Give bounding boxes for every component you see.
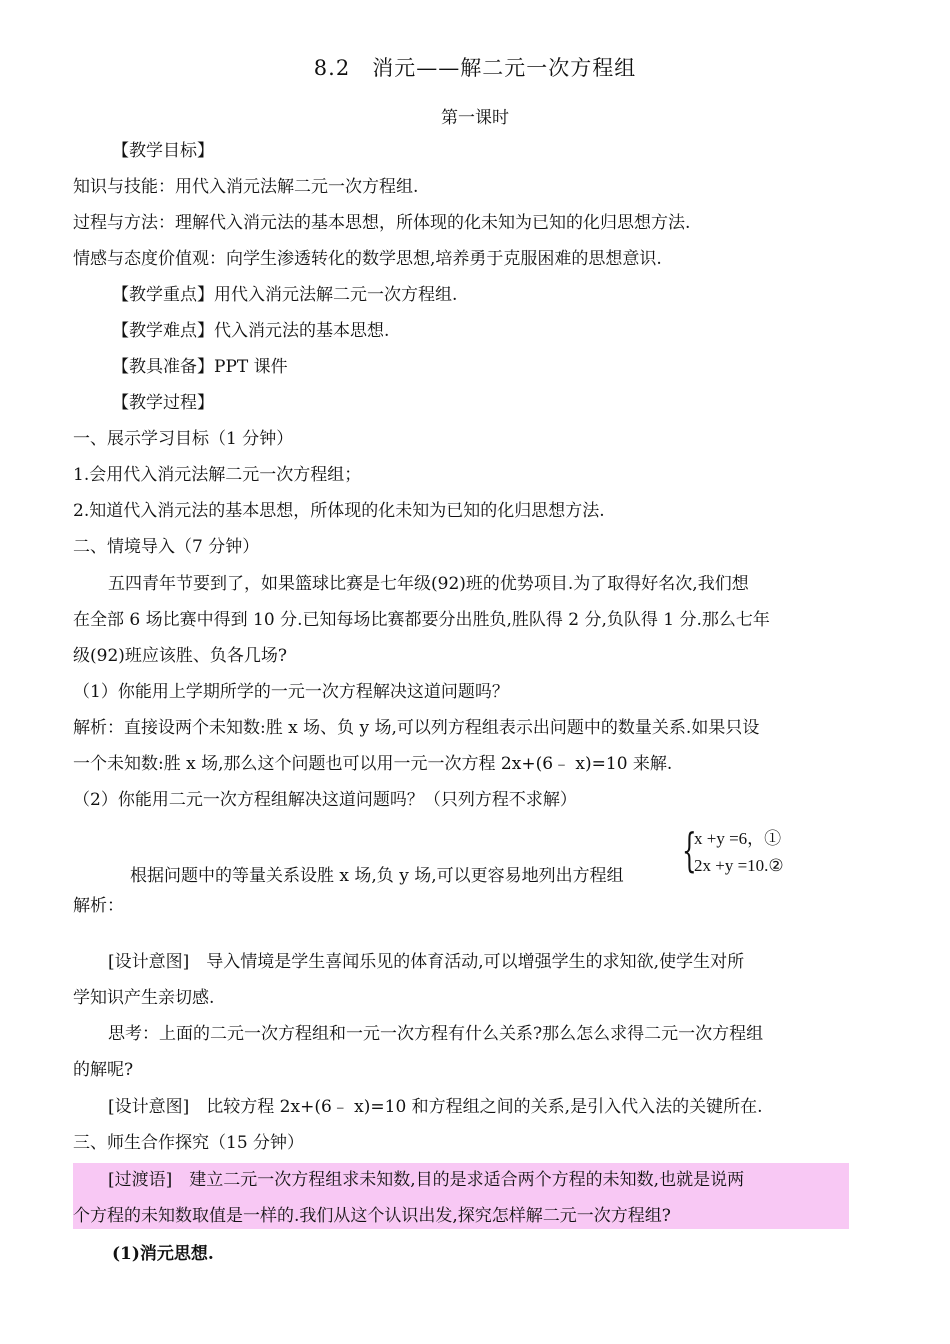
section-1-heading: 一、展示学习目标（1 分钟） [73,429,294,449]
page-subtitle: 第一课时 [441,108,509,128]
section-1-item-1: 1.会用代入消元法解二元一次方程组； [73,465,362,485]
transition-line-2: 个方程的未知数取值是一样的.我们从这个认识出发,探究怎样解二元一次方程组? [73,1206,671,1226]
story-line-3: 级(92)班应该胜、负各几场? [73,646,288,666]
goal-knowledge: 知识与技能：用代入消元法解二元一次方程组. [73,177,419,197]
equation-system [682,822,802,882]
think-line-1: 思考：上面的二元一次方程组和一元一次方程有什么关系?那么怎么求得二元一次方程组 [108,1024,764,1044]
equation-2: 2x +y =10.② [694,856,784,875]
section-1-item-2: 2.知道代入消元法的基本思想，所体现的化未知为已知的化归思想方法. [73,501,605,521]
difficulty: 【教学难点】代入消元法的基本思想. [112,321,390,341]
section-2-heading: 二、情境导入（7 分钟） [73,537,260,557]
transition-line-1: [过渡语] 建立二元一次方程组求未知数,目的是求适合两个方程的未知数,也就是说两 [108,1170,745,1190]
section-3-heading: 三、师生合作探究（15 分钟） [73,1133,305,1153]
question-2: （2）你能用二元一次方程组解决这道问题吗？（只列方程不求解） [73,790,577,810]
story-line-2: 在全部 6 场比赛中得到 10 分.已知每场比赛都要分出胜负,胜队得 2 分,负队得 1 分.那么七年 [73,610,770,630]
goal-process: 过程与方法：理解代入消元法的基本思想，所体现的化未知为已知的化归思想方法. [73,213,691,233]
brace-icon: { [682,823,697,877]
teaching-tools: 【教具准备】PPT 课件 [112,357,288,377]
answer-2-text: 根据问题中的等量关系设胜 x 场,负 y 场,可以更容易地列出方程组 [130,866,624,886]
goal-attitude: 情感与态度价值观：向学生渗透转化的数学思想,培养勇于克服困难的思想意识. [73,249,662,269]
design-intent-1-line-1: [设计意图] 导入情境是学生喜闻乐见的体育活动,可以增强学生的求知欲,使学生对所 [108,952,745,972]
process-heading: 【教学过程】 [112,393,214,413]
goals-heading: 【教学目标】 [112,141,214,161]
key-point: 【教学重点】用代入消元法解二元一次方程组. [112,285,458,305]
story-line-1: 五四青年节要到了，如果篮球比赛是七年级(92)班的优势项目.为了取得好名次,我们想 [108,574,749,594]
think-line-2: 的解呢? [73,1060,134,1080]
equation-1: x +y =6，① [694,829,782,848]
question-1: （1）你能用上学期所学的一元一次方程解决这道问题吗？ [73,682,509,702]
answer-2-label: 解析： [73,896,124,916]
design-intent-1-line-2: 学知识产生亲切感. [73,988,215,1008]
subsection-elimination: (1)消元思想. [112,1244,214,1264]
page-title: 8.2 消元——解二元一次方程组 [313,56,637,80]
answer-1-line-2: 一个未知数:胜 x 场,那么这个问题也可以用一元一次方程 2x+(6﹣ x)=10 来解. [73,754,673,774]
design-intent-2: [设计意图] 比较方程 2x+(6﹣ x)=10 和方程组之间的关系,是引入代入法的关键所在. [108,1097,763,1117]
answer-1-line-1: 解析：直接设两个未知数:胜 x 场、负 y 场,可以列方程组表示出问题中的数量关系.如果只设 [73,718,760,738]
